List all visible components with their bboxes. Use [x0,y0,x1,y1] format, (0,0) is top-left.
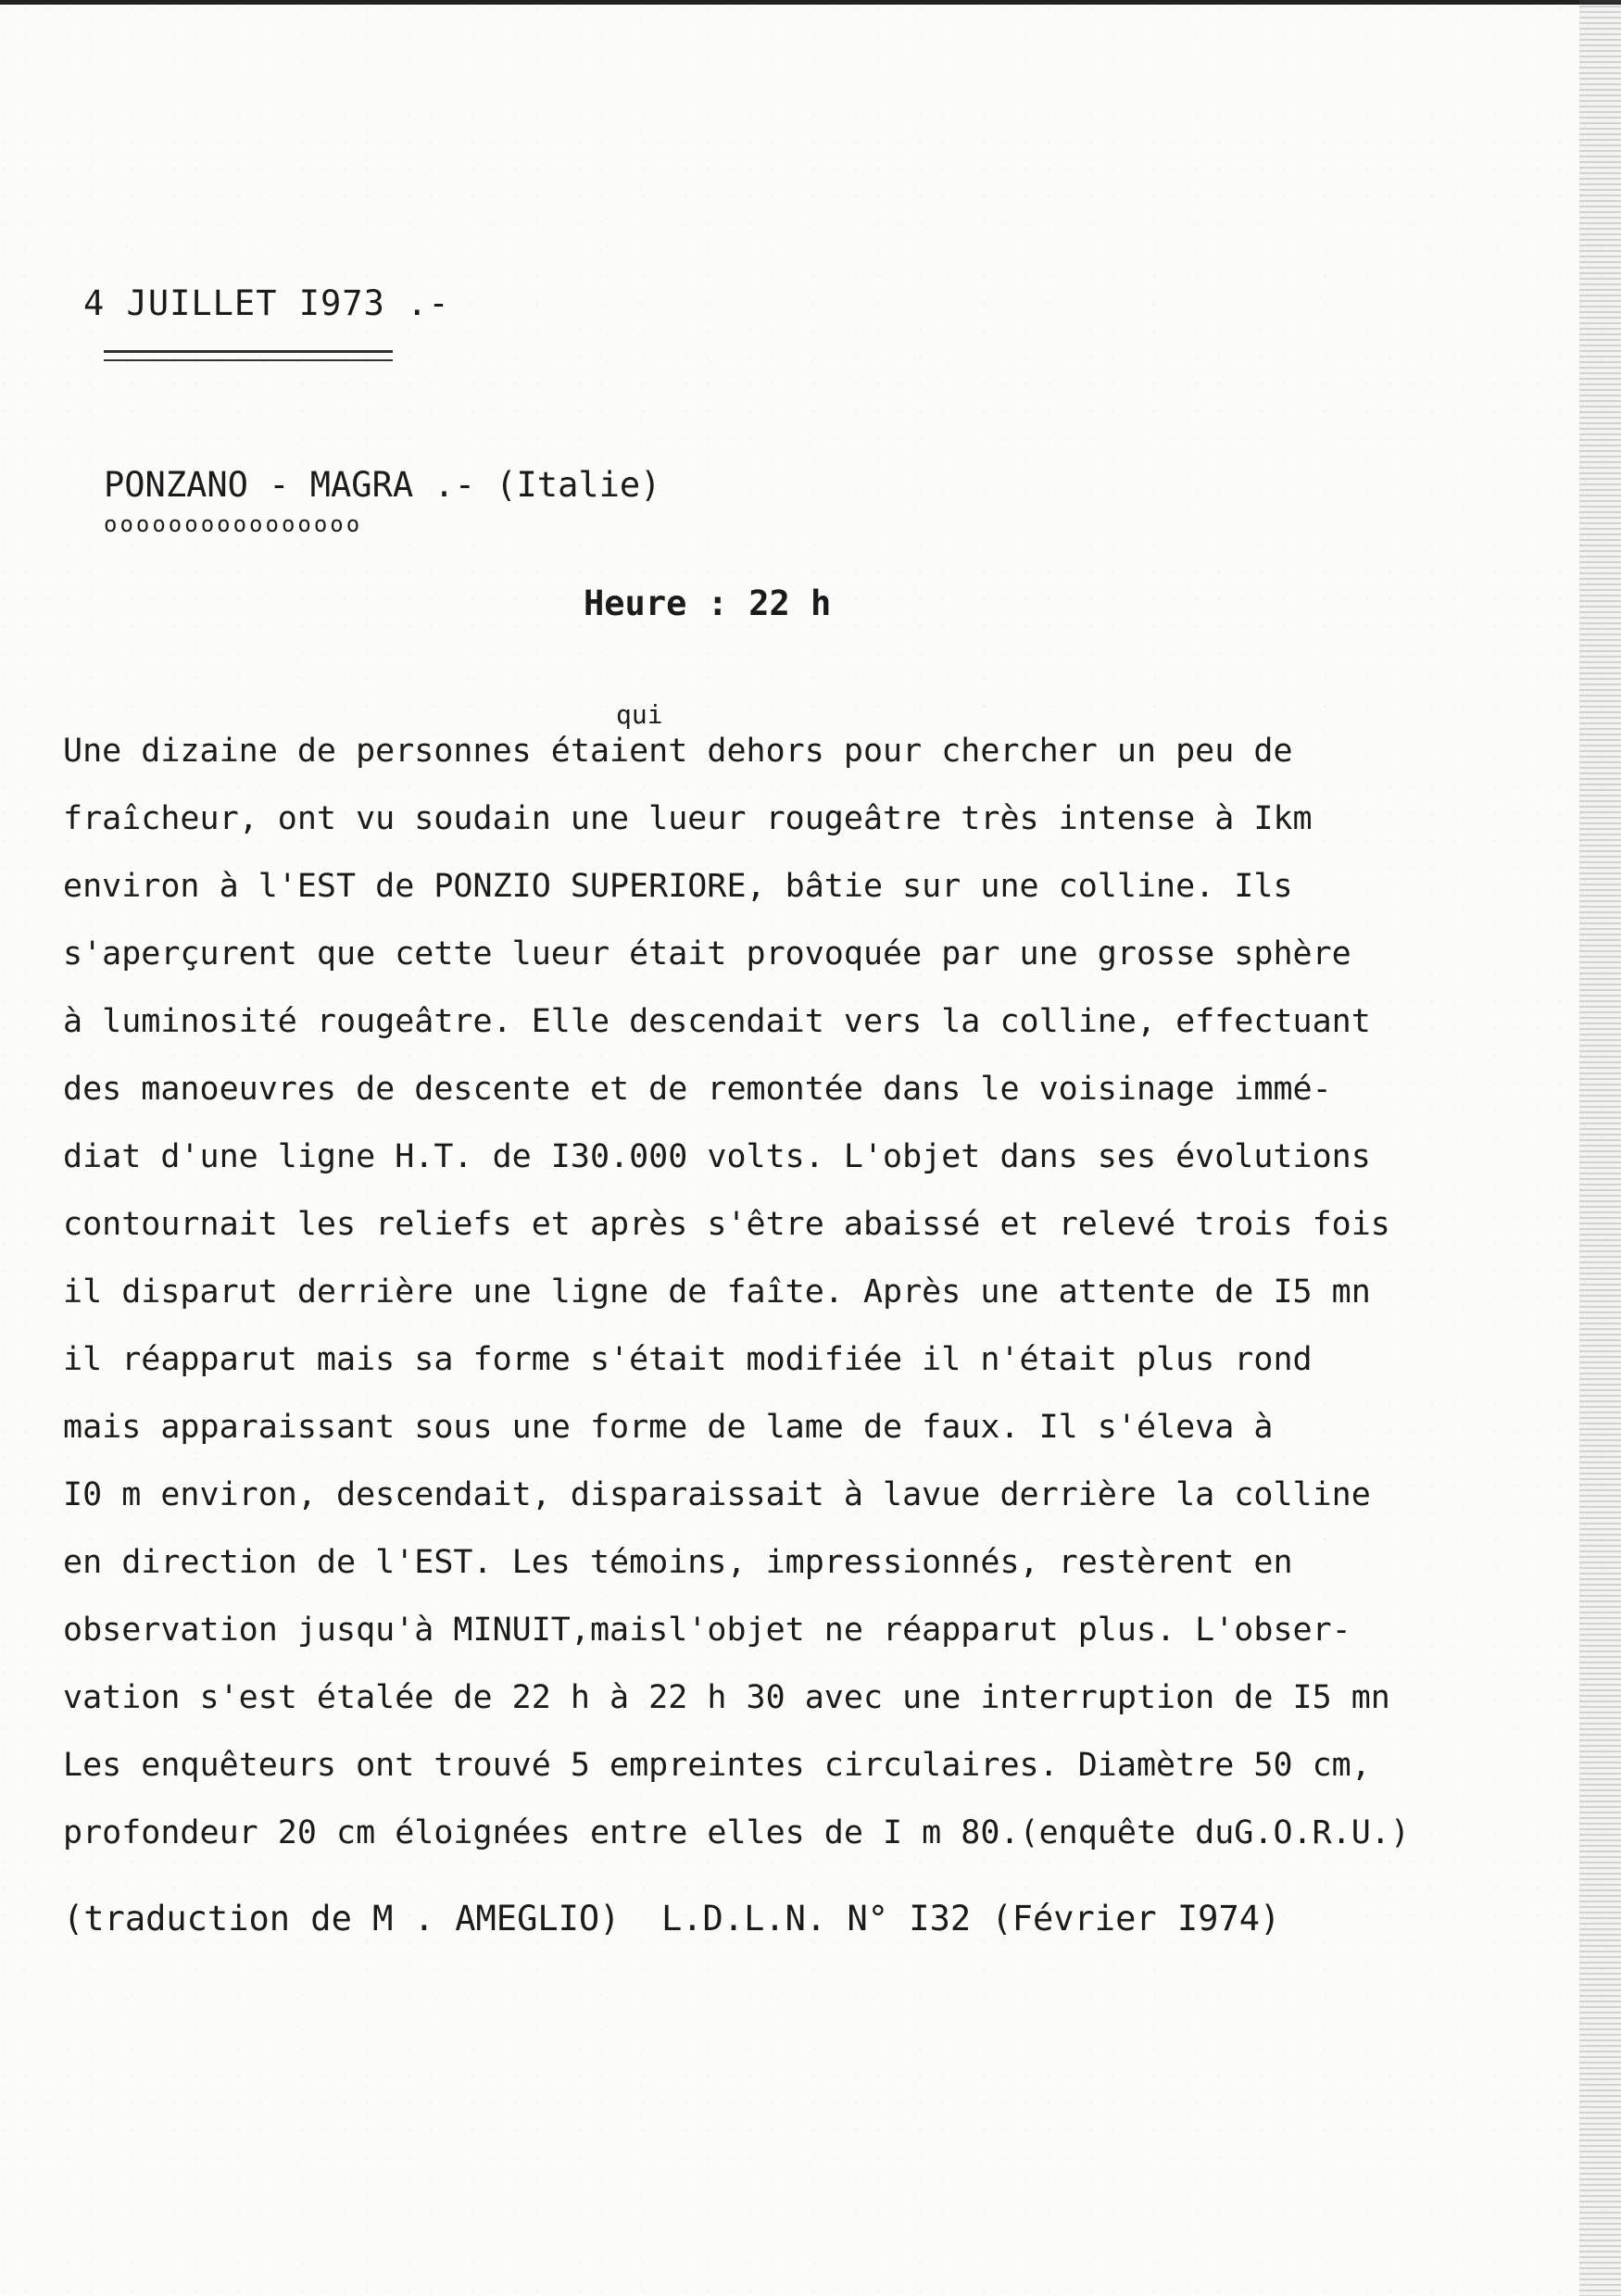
location-heading: PONZANO - MAGRA .- (Italie) [104,465,661,505]
body-line: I0 m environ, descendait, disparaissait à lavue derrière la colline [63,1476,1371,1513]
source-citation: (traduction de M . AMEGLIO) L.D.L.N. N° I32 (Février I974) [63,1899,1281,1938]
body-line: diat d'une ligne H.T. de I30.000 volts. L'objet dans ses évolutions [63,1138,1371,1175]
body-line: en direction de l'EST. Les témoins, impressionnés, restèrent en [63,1544,1293,1581]
body-line: environ à l'EST de PONZIO SUPERIORE, bâtie sur une colline. Ils [63,868,1293,905]
date-heading: 4 JUILLET I973 .- [83,283,450,323]
body-line: des manoeuvres de descente et de remontée dans le voisinage immé- [63,1071,1332,1108]
time-line: Heure : 22 h [584,583,832,623]
report-body [63,718,1582,1867]
body-line: fraîcheur, ont vu soudain une lueur rougeâtre très intense à Ikm [63,800,1313,837]
page-edge [1579,0,1621,2296]
body-line: Une dizaine de personnes étaient dehors pour chercher un peu de [63,733,1293,770]
location-underline: oooooooooooooooo [104,511,363,537]
body-line: profondeur 20 cm éloignées entre elles de I m 80.(enquête duG.O.R.U.) [63,1814,1410,1851]
body-line: s'aperçurent que cette lueur était provoquée par une grosse sphère [63,935,1351,972]
body-line: à luminosité rougeâtre. Elle descendait vers la colline, effectuant [63,1003,1371,1040]
body-line: vation s'est étalée de 22 h à 22 h 30 avec une interruption de I5 mn [63,1679,1390,1716]
body-line: mais apparaissant sous une forme de lame de faux. Il s'éleva à [63,1409,1274,1446]
body-line: il disparut derrière une ligne de faîte. Après une attente de I5 mn [63,1273,1371,1311]
handwritten-insertion: qui [616,699,663,730]
date-underline [104,350,393,361]
body-line: contournait les reliefs et après s'être abaissé et relevé trois fois [63,1206,1390,1243]
top-border [0,0,1621,9]
body-line: il réapparut mais sa forme s'était modifiée il n'était plus rond [63,1341,1313,1378]
body-line: observation jusqu'à MINUIT,maisl'objet ne réapparut plus. L'obser- [63,1612,1351,1649]
body-line: Les enquêteurs ont trouvé 5 empreintes circulaires. Diamètre 50 cm, [63,1747,1371,1784]
